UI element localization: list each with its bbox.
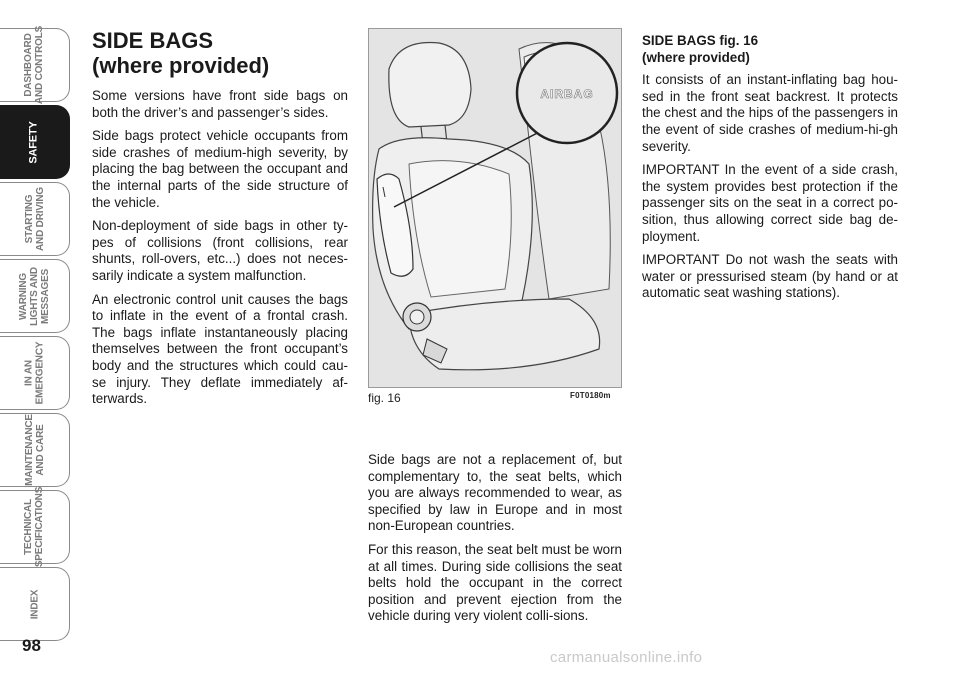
tab-label: IN AN EMERGENCY (23, 341, 46, 405)
paragraph: Non-deployment of side bags in other ty-pes of collisions (front collisions, rear shunts, roll-overs, etc...) does not neces-sarily indicate a system malfunction. (92, 218, 348, 283)
tab-dashboard-and-controls[interactable] (0, 25, 70, 105)
left-column (92, 28, 348, 415)
tab-safety[interactable] (0, 105, 70, 179)
page-number: 98 (22, 636, 41, 655)
tab-label: INDEX (29, 589, 40, 619)
tab-label: DASHBOARD AND CONTROLS (23, 25, 46, 105)
paragraph: Some versions have front side bags on both the driver’s and passenger’s sides. (92, 88, 348, 120)
section-title (92, 28, 348, 78)
tab-technical-specifications[interactable] (0, 486, 70, 568)
paragraph: For this reason, the seat belt must be worn at all times. During side collisions the seat belts hold the occupant in the correct position and prevent ejection from the vehicle during very violent colli-sions. (368, 541, 622, 624)
subsection-heading-line1: SIDE BAGS fig. 16 (642, 33, 759, 48)
seat-illustration (368, 28, 622, 388)
section-title-line1: SIDE BAGS (92, 28, 214, 53)
tab-label: TECHNICAL SPECIFICATIONS (23, 486, 46, 568)
tab-maintenance-and-care[interactable] (0, 413, 70, 487)
subsection-heading (642, 33, 898, 66)
watermark: carmanualsonline.info (550, 649, 703, 666)
paragraph: Side bags protect vehicle occupants from side crashes of medium-high severity, by placing the bag between the occupant and the internal parts of the side structure of the vehicle. (92, 128, 348, 210)
tab-label: SAFETY (27, 120, 40, 164)
right-column (642, 33, 898, 309)
paragraph: IMPORTANT In the event of a side crash, the system provides best protection if the passenger sits on the seat in a correct po-sition, thus allowing correct side bag de-ployment. (642, 162, 898, 244)
section-title-line2: (where provided) (92, 53, 270, 78)
airbag-label: AIRBAG (540, 87, 594, 101)
paragraph: IMPORTANT Do not wash the seats with water or pressurised steam (by hand or at automatic seat washing stations). (642, 252, 898, 301)
tab-label: MAINTENANCE AND CARE (23, 414, 46, 486)
paragraph: An electronic control unit causes the bags to inflate in the event of a frontal crash. The bags inflate instantaneously placing themselves between the front occupant’s body and the structures which could cau-se injury. They deflate immediately af-terwards. (92, 291, 348, 407)
figure-code: F0T0180m (570, 391, 611, 400)
subsection-heading-line2: (where provided) (642, 49, 750, 65)
tab-label: WARNING LIGHTS AND MESSAGES (18, 266, 51, 326)
paragraph: It consists of an instant-inflating bag hou-sed in the front seat backrest. It protects the chest and the hips of the passengers in the event of side crashes of medium-hi-gh severity. (642, 72, 898, 154)
tab-warning-lights-and-messages[interactable] (0, 259, 70, 333)
tab-starting-and-driving[interactable] (0, 182, 70, 256)
paragraph: Side bags are not a replacement of, but complementary to, the seat belts, which you are always recommended to wear, as specified by law in Europe and in most non-European countries. (368, 452, 622, 534)
tab-in-an-emergency[interactable] (0, 336, 70, 410)
figure-caption: fig. 16 (368, 391, 401, 405)
seat-drawing (369, 29, 621, 387)
tab-index[interactable] (0, 567, 70, 641)
tab-label: STARTING AND DRIVING (23, 187, 46, 251)
middle-column (368, 452, 622, 632)
